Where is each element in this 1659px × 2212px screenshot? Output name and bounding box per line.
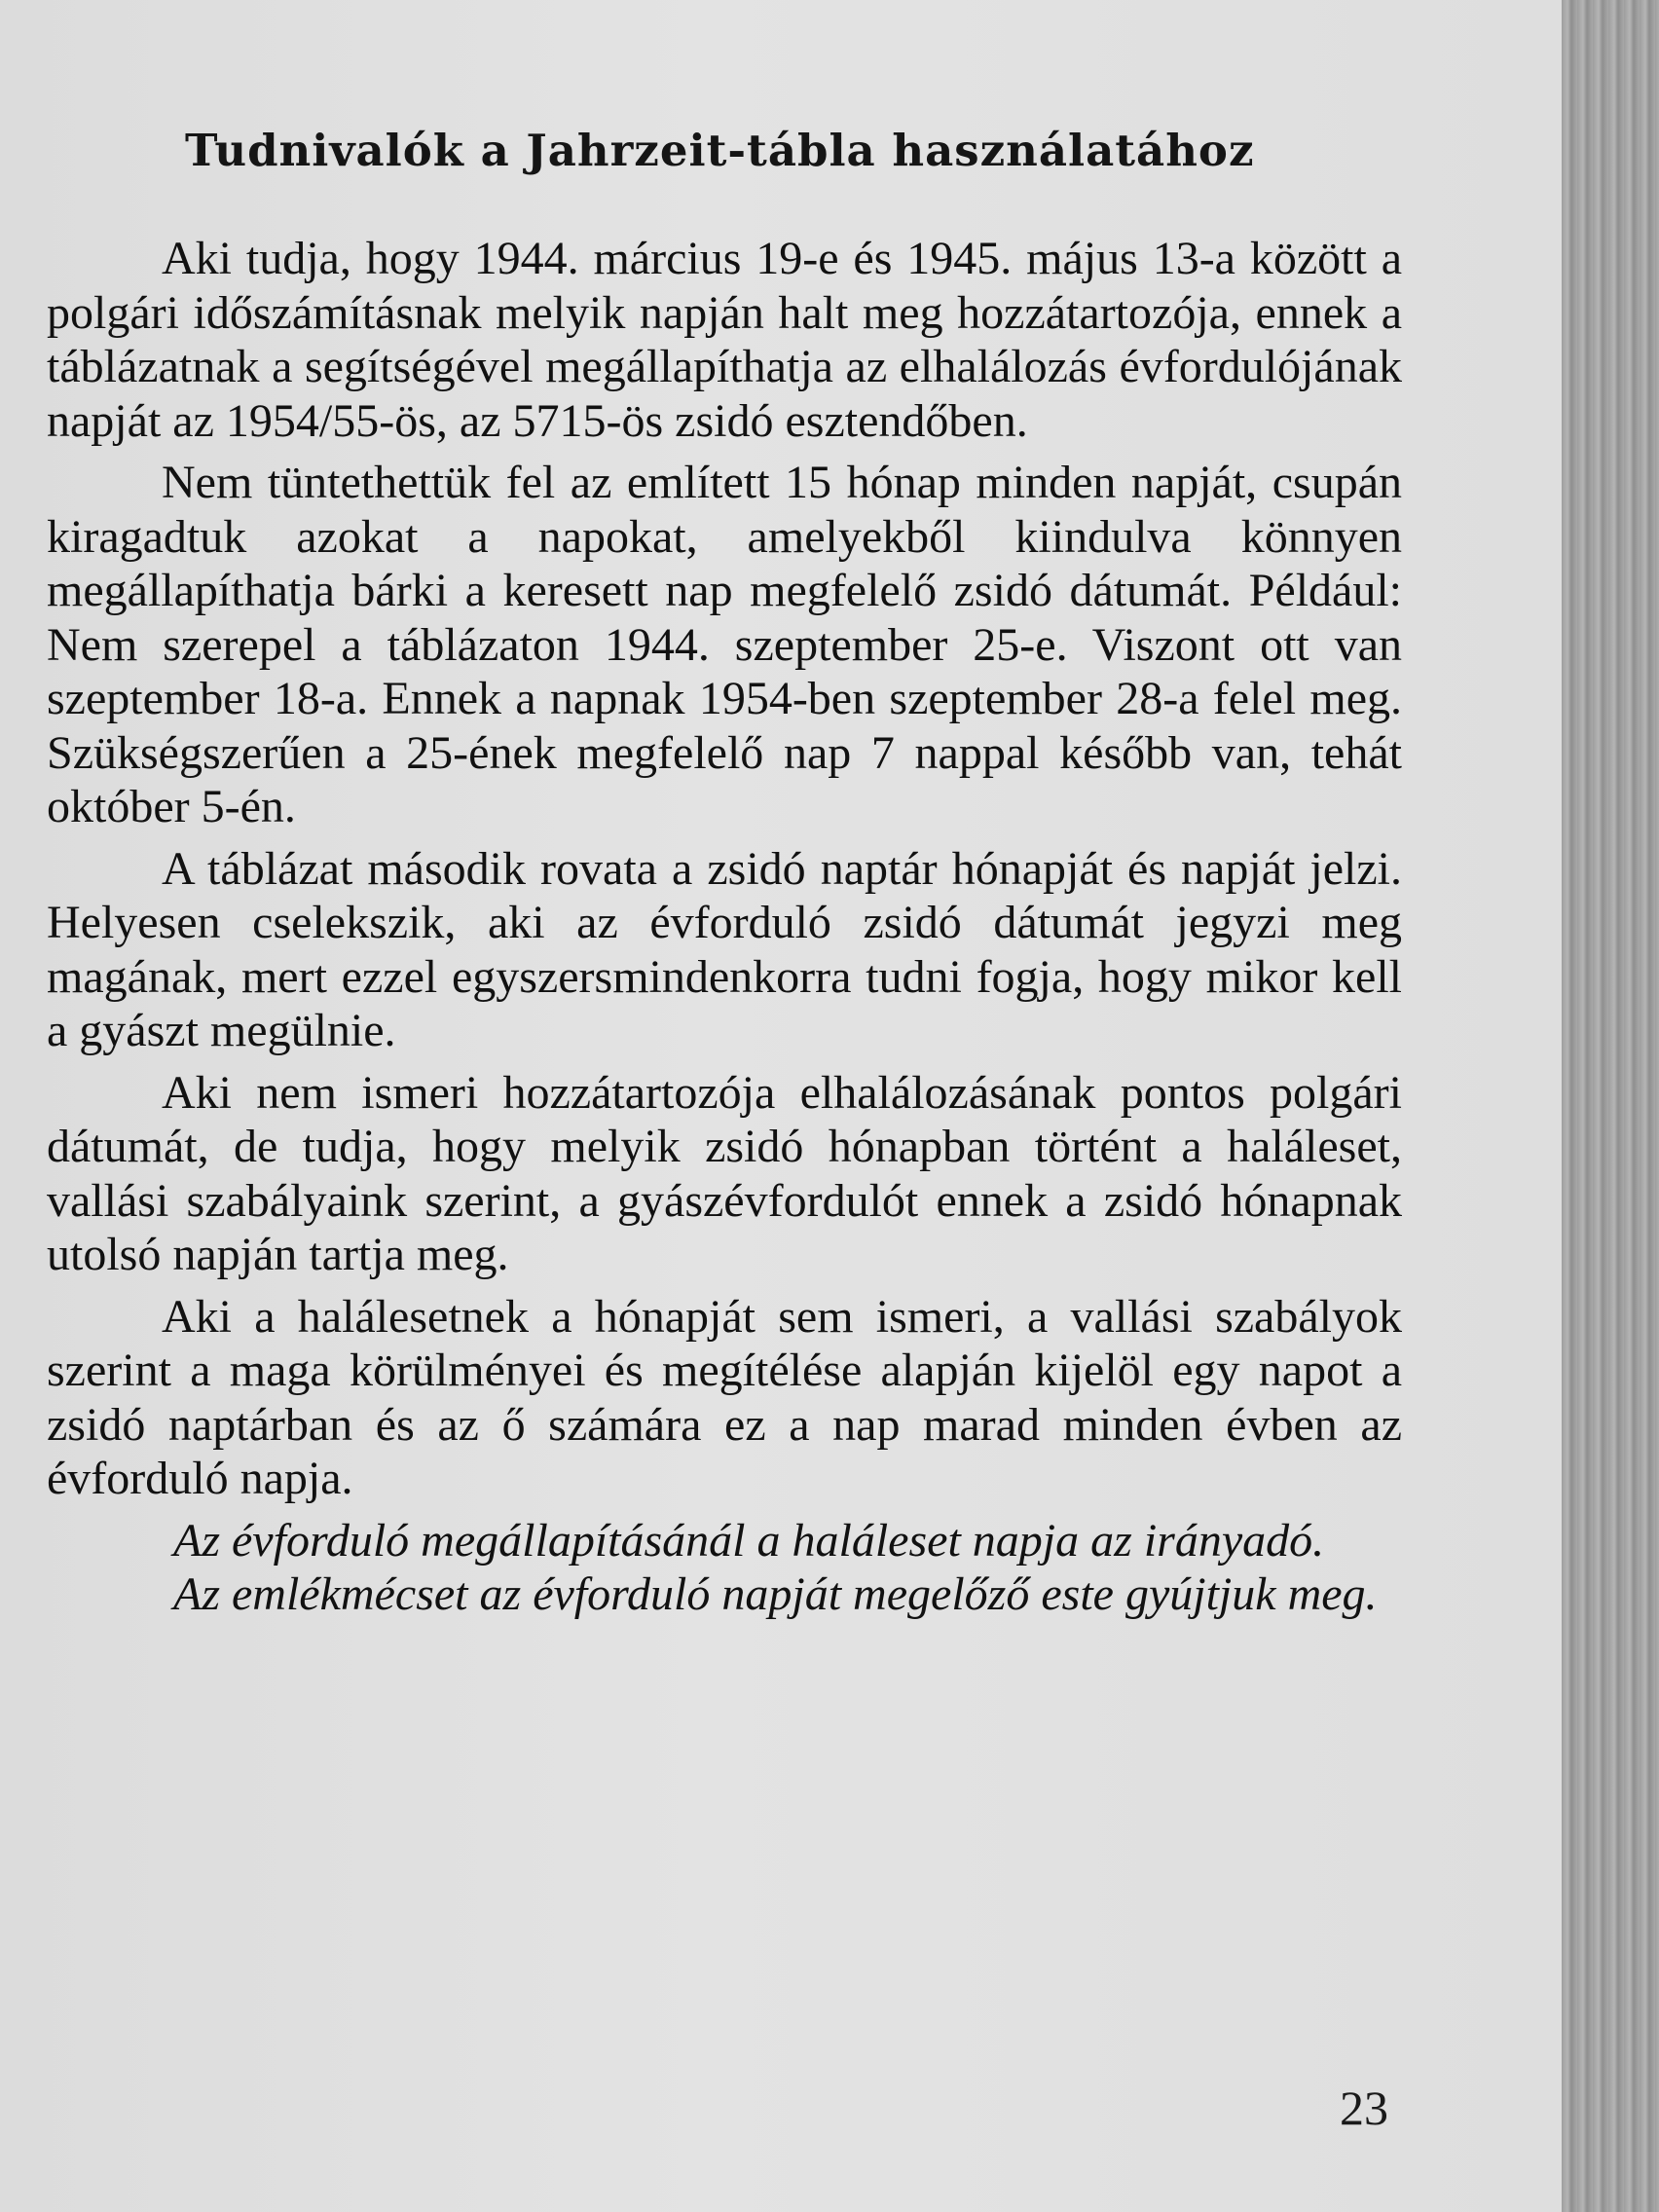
italic-note: Az évforduló megállapításánál a haláleset napja az irányadó.	[173, 1514, 1325, 1567]
next-page-edge	[1562, 0, 1659, 2212]
paragraph: A táblázat második rovata a zsidó naptár hónapját és napját jelzi. Helyesen cselekszik, aki az évforduló zsidó dátumát jegyzi meg magának, mert ezzel egyszersmindenkorra tudni fogja, hogy mikor kell a gyászt megülnie.	[47, 842, 1402, 1056]
italic-note: Az emlékmécset az évforduló napját megelőző este gyújtjuk meg.	[173, 1568, 1378, 1620]
paragraph: Aki tudja, hogy 1944. március 19-e és 1945. május 13-a között a polgári időszámításnak melyik napján halt meg hozzátartozója, ennek a táblázatnak a segítségével megállapíthatja az elhalálozás évfordulójának napját az 1954/55-ös, az 5715-ös zsidó esztendőben.	[47, 233, 1402, 447]
body-text	[47, 232, 1402, 1622]
page-number: 23	[1340, 2081, 1388, 2135]
paragraph: Aki nem ismeri hozzátartozója elhalálozásának pontos polgári dátumát, de tudja, hogy melyik zsidó hónapban történt a haláleset, vallási szabályaink szerint, a gyászévfordulót ennek a zsidó hónapnak utolsó napján tartja meg.	[47, 1066, 1402, 1280]
paragraph: Aki a halálesetnek a hónapját sem ismeri, a vallási szabályok szerint a maga körülményei és megítélése alapján kijelöl egy napot a zsidó naptárban és az ő számára ez a nap marad minden évben az évforduló napja.	[47, 1290, 1402, 1504]
paragraph: Nem tüntethettük fel az említett 15 hónap minden napját, csupán kiragadtuk azokat a napokat, amelyekből kiindulva könnyen megállapíthatja bárki a keresett nap megfelelő zsidó dátumát. Például: Nem szerepel a táblázaton 1944. szeptember 25-e. Viszont ott van szeptember 18-a. Ennek a napnak 1954-ben szeptember 28-a felel meg. Szükségszerűen a 25-ének megfelelő nap 7 nappal később van, tehát október 5-én.	[47, 457, 1402, 832]
page-title: Tudnivalók a Jahrzeit-tábla használatához	[185, 125, 1255, 176]
